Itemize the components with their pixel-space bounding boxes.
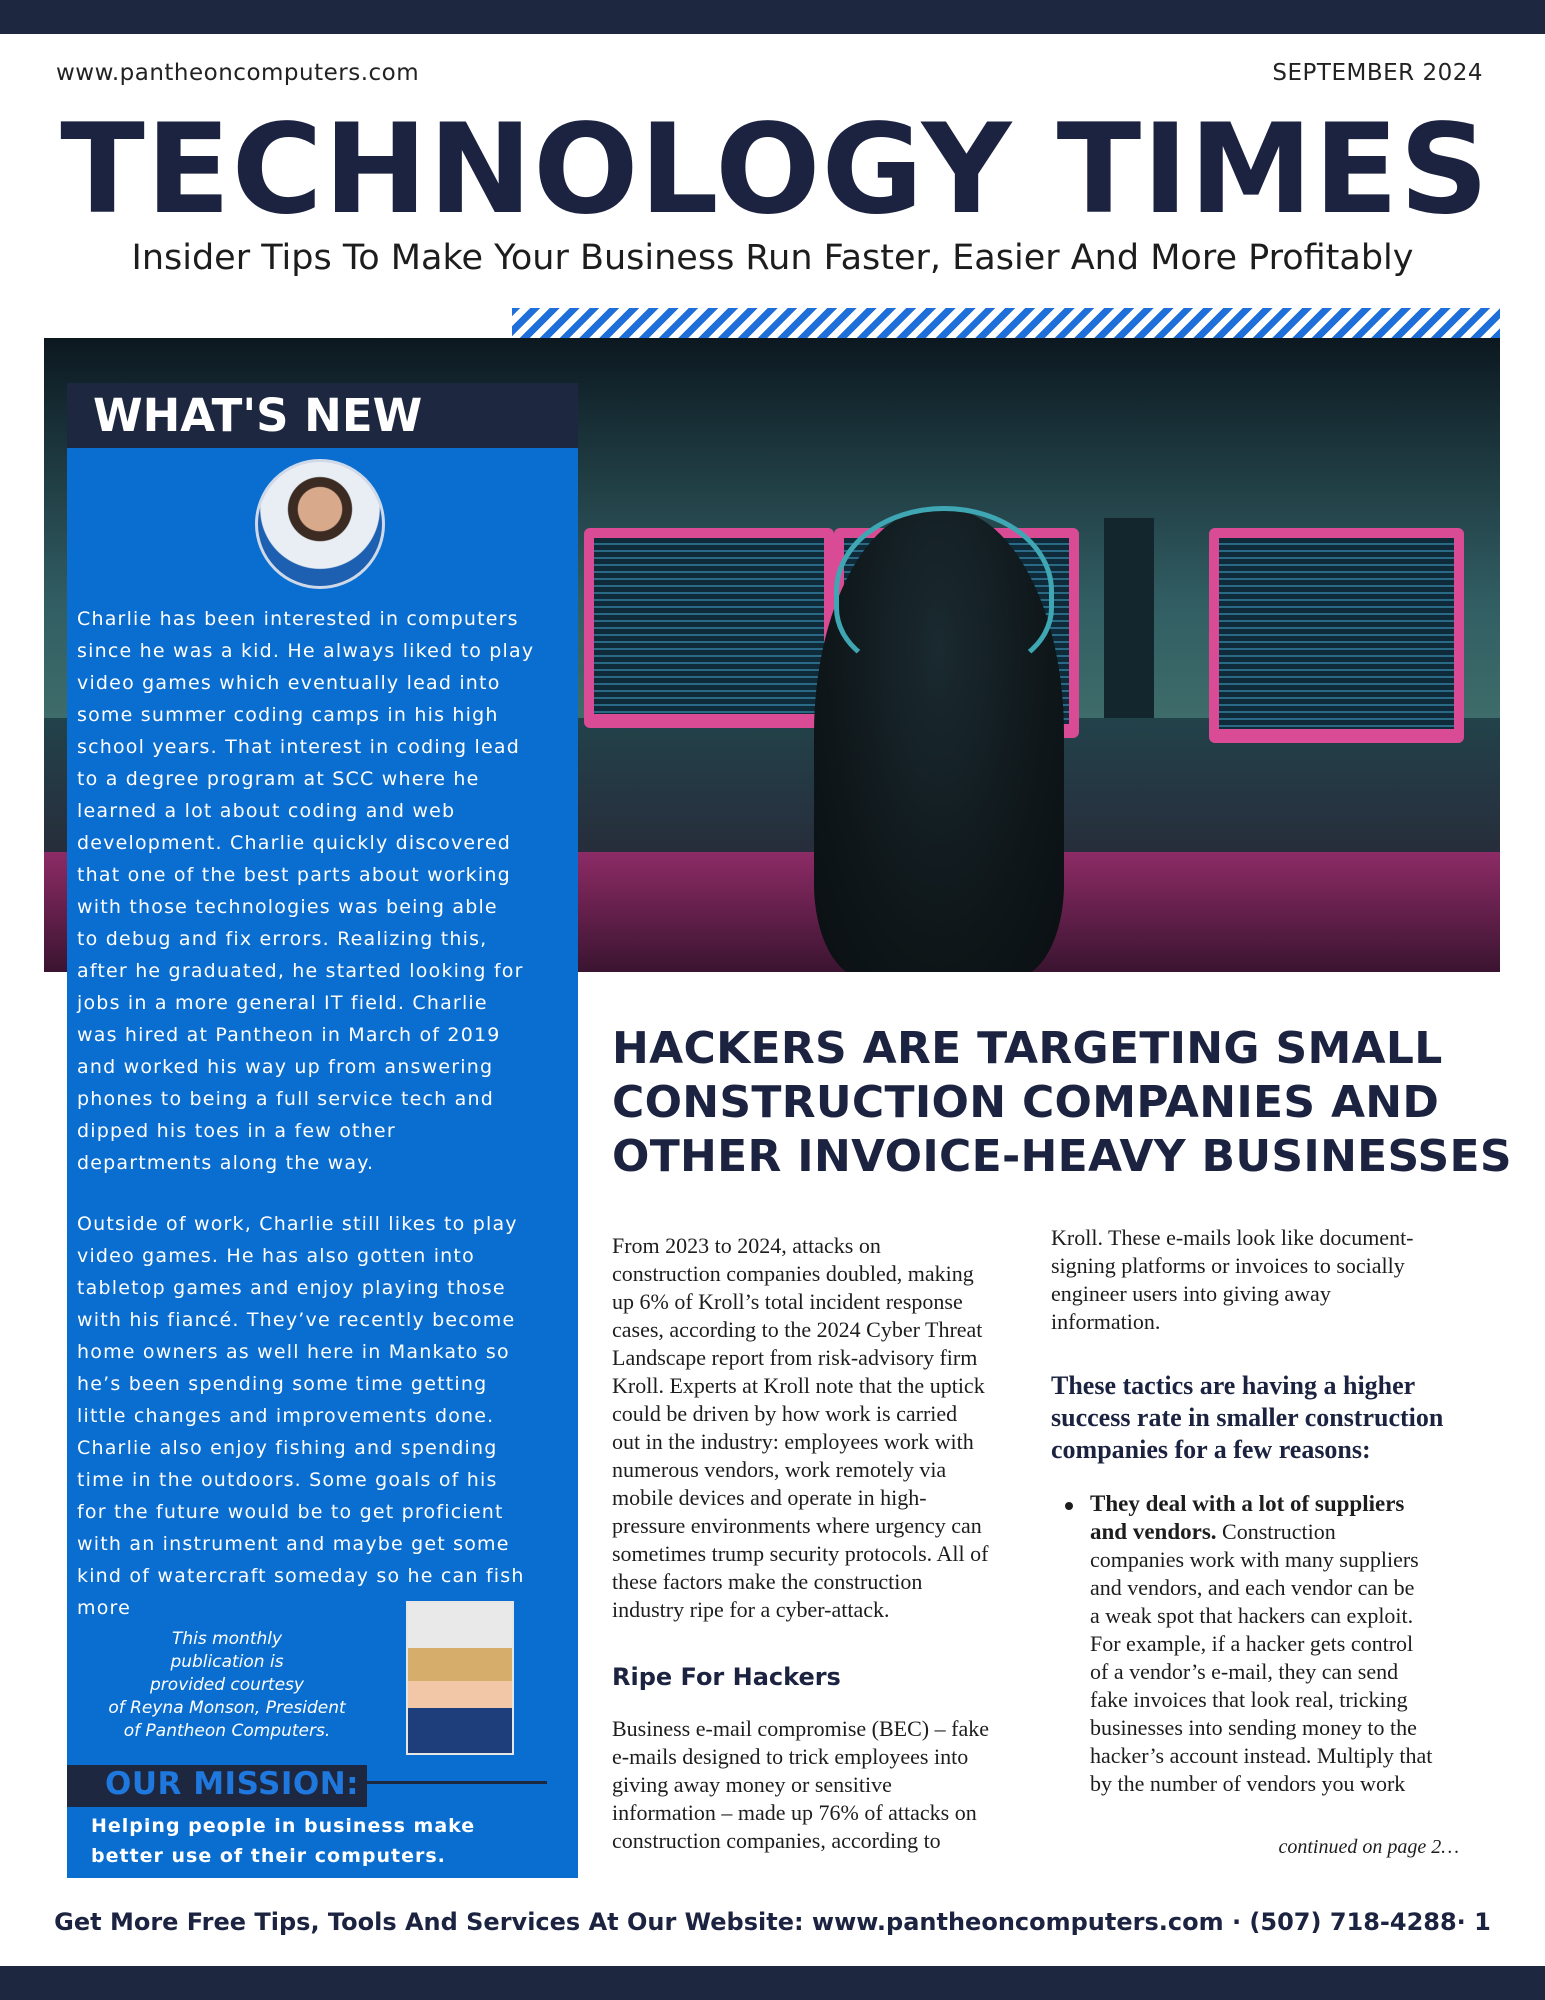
subheading: Ripe For Hackers: [612, 1663, 841, 1691]
reyna-photo: [406, 1601, 514, 1755]
building-shape: [1104, 518, 1154, 718]
article-paragraph: Business e-mail compromise (BEC) – fake e-mails designed to trick employees into giving away money or sensitive information – made up 76% of attacks on construction companies, according to: [612, 1716, 989, 1853]
courtesy-note: This monthly publication is provided courtesy of Reyna Monson, President of Pantheon Computers.: [108, 1629, 346, 1741]
bullet-text: Construction companies work with many suppliers and vendors, and each vendor can be a weak spot that hackers can exploit. For example, if a hacker gets control of a vendor’s e-mail, they can send fake invoices that look real, tricking businesses into sending money to the hacker’s account instead. Multiply that by the number of vendors you work: [1090, 1519, 1433, 1796]
bullet-icon: [1065, 1502, 1073, 1510]
charlie-avatar: [255, 459, 385, 589]
mission-title: OUR MISSION:: [105, 1766, 360, 1802]
bio-paragraph-1: Charlie has been interested in computers since he was a kid. He always liked to play video games which eventually lead into some summer coding camps in his high school years. That interest in coding lead to a degree program at SCC where he learned a lot about coding and web development. Charlie quickly discovered that one of the best parts about working with those technologies was being able to debug and fix errors. Realizing this, after he graduated, he started looking for jobs in a more general IT field. Charlie was hired at Pantheon in March of 2019 and worked his way up from answering phones to being a full service tech and dipped his toes in a few other departments along the way.: [77, 608, 535, 1174]
tagline: Insider Tips To Make Your Business Run Faster, Easier And More Profitably: [131, 238, 1414, 278]
bio-paragraph-2: Outside of work, Charlie still likes to play video games. He has also gotten into tabletop games and enjoy playing those with his fiancé. They’ve recently become home owners as well here in Mankato so he’s been spending some time getting little changes and improvements done. Charlie also enjoy fishing and spending time in the outdoors. Some goals of his for the future would be to get proficient with an instrument and maybe get some kind of watercraft someday so he can fish more: [77, 1213, 525, 1619]
article-paragraph: From 2023 to 2024, attacks on construction companies doubled, making up 6% of Kroll’s total incident response cases, according to the 2024 Cyber Threat Landscape report from risk-advisory firm Kroll. Experts at Kroll note that the uptick could be driven by how work is carried out in the industry: employees work with numerous vendors, work remotely via mobile devices and operate in high- pressure environments where urgency can sometimes trump security protocols. All of these factors make the construction industry ripe for a cyber-attack.: [612, 1233, 989, 1622]
article-paragraph: Kroll. These e-mails look like document- signing platforms or invoices to socially engineer users into giving away information.: [1051, 1225, 1414, 1334]
issue-date: SEPTEMBER 2024: [1272, 60, 1483, 86]
article-column-2: [1051, 1224, 1466, 1336]
hood-outline: [834, 506, 1054, 676]
whats-new-sidebar: [67, 383, 578, 1878]
mission-divider: [367, 1781, 547, 1784]
website-url: www.pantheoncomputers.com: [56, 60, 420, 86]
masthead-title: TECHNOLOGY TIMES: [60, 98, 1490, 242]
monitor-left: [584, 528, 834, 728]
article-column-1-cont: [612, 1715, 1022, 1855]
sidebar-title: WHAT'S NEW: [93, 389, 423, 442]
decorative-stripes: [512, 308, 1500, 338]
monitor-right: [1209, 528, 1464, 743]
bullet-bold: They deal with a lot of suppliers and vendors.: [1090, 1491, 1405, 1544]
footer-text: Get More Free Tips, Tools And Services At Our Website: www.pantheoncomputers.com · (507) 718-4288· 1: [54, 1908, 1491, 1936]
bottom-bar: [0, 1966, 1545, 2000]
article-column-1: [612, 1232, 1022, 1624]
sidebar-header: [67, 383, 578, 448]
article-headline: HACKERS ARE TARGETING SMALL CONSTRUCTION COMPANIES AND OTHER INVOICE-HEAVY BUSINESSES: [612, 1023, 1512, 1182]
continued-note: continued on page 2…: [1278, 1836, 1459, 1858]
tactics-heading: These tactics are having a higher success rate in smaller construction companies for a few reasons:: [1051, 1371, 1444, 1464]
top-bar: [0, 0, 1545, 34]
bullet-item: [1090, 1490, 1490, 1798]
mission-text: Helping people in business make better use of their computers.: [91, 1815, 476, 1867]
